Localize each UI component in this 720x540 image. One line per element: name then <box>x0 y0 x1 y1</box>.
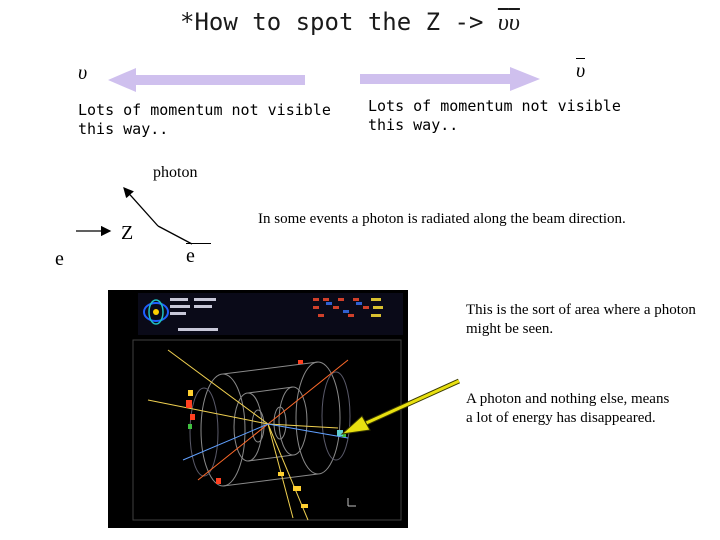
area-note: This is the sort of area where a photon might be seen. <box>466 302 696 337</box>
photon-radiated-note: In some events a photon is radiated along the beam direction. <box>258 211 626 227</box>
momentum-arrows <box>0 0 720 110</box>
right-nubar-symbol: υ <box>576 60 586 82</box>
photon-line <box>124 188 158 226</box>
title-nu-symbol: $\overline{\upsilon}$ <box>497 10 509 36</box>
positron-label: e <box>186 243 211 268</box>
right-arrow-icon <box>360 67 540 91</box>
feynman-diagram <box>0 160 260 280</box>
energy-note: A photon and nothing else, means a lot of energy has disappeared. <box>466 391 670 426</box>
title-nubar-symbol: $\overline{\upsilon}$ <box>508 10 520 36</box>
left-nu-symbol: υ <box>78 62 88 84</box>
left-momentum-text: Lots of momentum not visible this way.. <box>78 101 331 138</box>
z-label: Z <box>121 222 134 244</box>
title-prefix: *How to spot the Z -> <box>180 8 498 36</box>
photon-label: photon <box>153 164 198 181</box>
left-arrow-icon <box>108 68 305 92</box>
positron-line <box>158 226 192 244</box>
electron-label: e <box>55 248 64 270</box>
event-display-image <box>108 290 408 528</box>
right-momentum-text: Lots of momentum not visible this way.. <box>368 97 621 134</box>
